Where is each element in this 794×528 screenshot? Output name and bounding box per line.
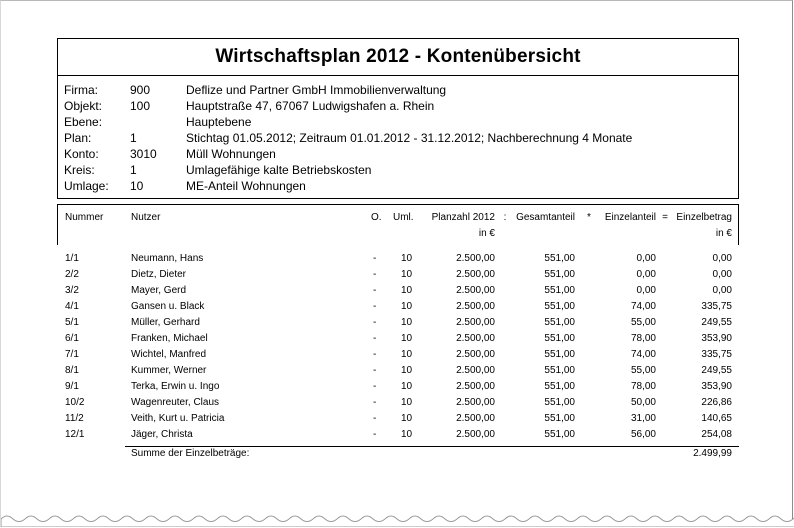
sum-row — [1, 446, 794, 462]
col-header-divide: : — [503, 212, 507, 223]
cell-o: - — [373, 301, 377, 312]
info-text: Stichtag 01.05.2012; Zeitraum 01.01.2012 - 31.12.2012; Nachberechnung 4 Monate — [186, 131, 633, 145]
cell-planzahl: 2.500,00 — [456, 333, 495, 344]
cell-einzelbetrag: 140,65 — [701, 413, 732, 424]
cell-uml: 10 — [401, 285, 413, 296]
table-row — [1, 331, 794, 347]
info-text: Hauptebene — [186, 115, 252, 129]
info-label: Umlage: — [64, 179, 109, 193]
table-row — [1, 251, 794, 267]
cell-nutzer: Terka, Erwin u. Ingo — [131, 381, 220, 392]
col-header-o: O. — [371, 212, 382, 223]
cell-nutzer: Neumann, Hans — [131, 253, 204, 264]
cell-nummer: 12/1 — [65, 429, 85, 440]
col-header-planzahl: Planzahl 2012 — [431, 212, 495, 223]
info-text: Umlagefähige kalte Betriebskosten — [186, 163, 372, 177]
cell-nummer: 6/1 — [65, 333, 79, 344]
info-label: Konto: — [64, 147, 99, 161]
cell-einzelbetrag: 249,55 — [701, 317, 732, 328]
cell-einzelbetrag: 254,08 — [701, 429, 732, 440]
cell-gesamtanteil: 551,00 — [544, 253, 575, 264]
cell-einzelbetrag: 0,00 — [712, 285, 732, 296]
cell-planzahl: 2.500,00 — [456, 413, 495, 424]
cell-einzelanteil: 55,00 — [630, 317, 656, 328]
col-header-einzelanteil: Einzelanteil — [604, 212, 656, 223]
cell-uml: 10 — [401, 317, 413, 328]
cell-uml: 10 — [401, 269, 413, 280]
cell-o: - — [373, 333, 377, 344]
report-title: Wirtschaftsplan 2012 - Kontenübersicht — [215, 46, 581, 67]
info-label: Ebene: — [64, 115, 103, 129]
cell-gesamtanteil: 551,00 — [544, 269, 575, 280]
cell-o: - — [373, 381, 377, 392]
cell-nutzer: Wichtel, Manfred — [131, 349, 207, 360]
cell-o: - — [373, 285, 377, 296]
info-box — [57, 75, 739, 199]
cell-nutzer: Veith, Kurt u. Patricia — [131, 413, 225, 424]
cell-nutzer: Mayer, Gerd — [131, 285, 187, 296]
col-header-uml: Uml. — [393, 212, 414, 223]
cell-nummer: 7/1 — [65, 349, 79, 360]
info-number: 900 — [130, 83, 151, 97]
cell-nummer: 4/1 — [65, 301, 79, 312]
info-text: Müll Wohnungen — [186, 147, 276, 161]
cell-gesamtanteil: 551,00 — [544, 365, 575, 376]
cell-gesamtanteil: 551,00 — [544, 333, 575, 344]
info-number: 1 — [130, 131, 137, 145]
info-label: Objekt: — [64, 99, 103, 113]
sum-label: Summe der Einzelbeträge: — [131, 448, 250, 459]
table-row — [1, 363, 794, 379]
cell-einzelbetrag: 226,86 — [701, 397, 732, 408]
cell-o: - — [373, 269, 377, 280]
table-row — [1, 299, 794, 315]
torn-edge — [1, 511, 794, 527]
cell-planzahl: 2.500,00 — [456, 381, 495, 392]
table-row — [1, 395, 794, 411]
col-header-planzahl-unit: in € — [478, 228, 495, 239]
info-number: 1 — [130, 163, 137, 177]
cell-einzelanteil: 50,00 — [630, 397, 656, 408]
cell-uml: 10 — [401, 381, 413, 392]
cell-nutzer: Jäger, Christa — [131, 429, 193, 440]
cell-einzelanteil: 78,00 — [630, 333, 656, 344]
cell-einzelanteil: 0,00 — [636, 269, 656, 280]
cell-nummer: 10/2 — [65, 397, 85, 408]
cell-einzelbetrag: 353,90 — [701, 333, 732, 344]
cell-gesamtanteil: 551,00 — [544, 349, 575, 360]
info-label: Plan: — [64, 131, 92, 145]
cell-einzelbetrag: 353,90 — [701, 381, 732, 392]
info-text: Hauptstraße 47, 67067 Ludwigshafen a. Rhein — [186, 99, 435, 113]
col-header-einzelbetrag: Einzelbetrag — [676, 212, 732, 223]
table-row — [1, 427, 794, 443]
cell-nutzer: Franken, Michael — [131, 333, 208, 344]
cell-planzahl: 2.500,00 — [456, 253, 495, 264]
cell-o: - — [373, 429, 377, 440]
cell-nummer: 5/1 — [65, 317, 79, 328]
cell-o: - — [373, 349, 377, 360]
cell-nummer: 2/2 — [65, 269, 79, 280]
cell-nummer: 9/1 — [65, 381, 79, 392]
cell-nutzer: Kummer, Werner — [131, 365, 207, 376]
cell-planzahl: 2.500,00 — [456, 349, 495, 360]
cell-planzahl: 2.500,00 — [456, 429, 495, 440]
cell-einzelbetrag: 0,00 — [712, 269, 732, 280]
info-label: Kreis: — [64, 163, 95, 177]
cell-einzelbetrag: 335,75 — [701, 301, 732, 312]
cell-gesamtanteil: 551,00 — [544, 413, 575, 424]
col-header-gesamtanteil: Gesamtanteil — [516, 212, 575, 223]
info-text: Deflize und Partner GmbH Immobilienverwaltung — [186, 83, 447, 97]
cell-nummer: 1/1 — [65, 253, 79, 264]
cell-nutzer: Gansen u. Black — [131, 301, 205, 312]
cell-planzahl: 2.500,00 — [456, 397, 495, 408]
cell-einzelbetrag: 335,75 — [701, 349, 732, 360]
table-row — [1, 283, 794, 299]
table-row — [1, 411, 794, 427]
cell-gesamtanteil: 551,00 — [544, 397, 575, 408]
table-row — [1, 267, 794, 283]
cell-uml: 10 — [401, 301, 413, 312]
cell-o: - — [373, 397, 377, 408]
cell-uml: 10 — [401, 349, 413, 360]
cell-uml: 10 — [401, 397, 413, 408]
cell-einzelanteil: 74,00 — [630, 349, 656, 360]
cell-einzelanteil: 0,00 — [636, 285, 656, 296]
cell-gesamtanteil: 551,00 — [544, 381, 575, 392]
cell-uml: 10 — [401, 413, 413, 424]
col-header-nummer: Nummer — [65, 212, 104, 223]
col-header-nutzer: Nutzer — [131, 212, 161, 223]
cell-nutzer: Dietz, Dieter — [131, 269, 187, 280]
cell-planzahl: 2.500,00 — [456, 317, 495, 328]
info-number: 3010 — [130, 147, 157, 161]
cell-einzelanteil: 55,00 — [630, 365, 656, 376]
cell-einzelanteil: 74,00 — [630, 301, 656, 312]
report-title-box — [57, 38, 739, 76]
cell-einzelbetrag: 0,00 — [712, 253, 732, 264]
cell-einzelanteil: 31,00 — [630, 413, 656, 424]
table-top-rule — [57, 204, 739, 205]
cell-gesamtanteil: 551,00 — [544, 285, 575, 296]
cell-einzelanteil: 56,00 — [630, 429, 656, 440]
cell-planzahl: 2.500,00 — [456, 269, 495, 280]
info-label: Firma: — [64, 83, 98, 97]
cell-uml: 10 — [401, 333, 413, 344]
cell-gesamtanteil: 551,00 — [544, 429, 575, 440]
info-number: 100 — [130, 99, 151, 113]
table-row — [1, 379, 794, 395]
cell-uml: 10 — [401, 365, 413, 376]
cell-planzahl: 2.500,00 — [456, 301, 495, 312]
cell-uml: 10 — [401, 253, 413, 264]
cell-nutzer: Müller, Gerhard — [131, 317, 200, 328]
cell-nummer: 11/2 — [65, 413, 84, 424]
cell-o: - — [373, 365, 377, 376]
col-header-einzelbetrag-unit: in € — [715, 228, 732, 239]
col-header-multiply: * — [587, 212, 591, 223]
cell-nutzer: Wagenreuter, Claus — [131, 397, 220, 408]
cell-nummer: 3/2 — [65, 285, 79, 296]
cell-einzelanteil: 0,00 — [636, 253, 656, 264]
cell-planzahl: 2.500,00 — [456, 365, 495, 376]
cell-planzahl: 2.500,00 — [456, 285, 495, 296]
cell-o: - — [373, 253, 377, 264]
cell-o: - — [373, 413, 377, 424]
info-number: 10 — [130, 179, 144, 193]
cell-einzelanteil: 78,00 — [630, 381, 656, 392]
info-text: ME-Anteil Wohnungen — [186, 179, 306, 193]
cell-o: - — [373, 317, 377, 328]
table-right-rule — [738, 204, 739, 245]
cell-uml: 10 — [401, 429, 413, 440]
col-header-equals: = — [662, 212, 668, 223]
cell-gesamtanteil: 551,00 — [544, 317, 575, 328]
cell-gesamtanteil: 551,00 — [544, 301, 575, 312]
table-row — [1, 347, 794, 363]
cell-nummer: 8/1 — [65, 365, 79, 376]
sum-value: 2.499,99 — [693, 448, 732, 459]
table-row — [1, 315, 794, 331]
cell-einzelbetrag: 249,55 — [701, 365, 732, 376]
table-left-rule — [57, 204, 58, 245]
